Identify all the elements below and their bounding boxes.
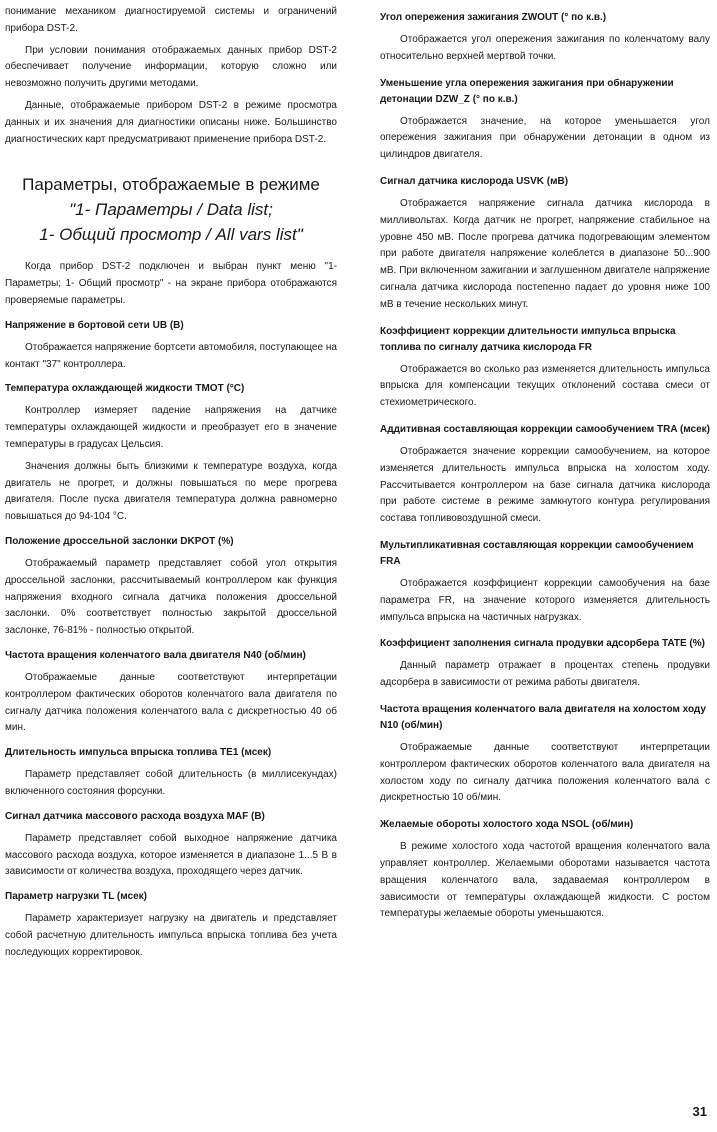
param-description: Значения должны быть близкими к температуре воздуха, когда двигатель не прогрет, и должны повышаться по мере прогрева двигателя. После пуска двигателя температура должна равномерно повышаться до 94-104 °C. xyxy=(5,460,337,523)
param-heading: Мультипликативная составляющая коррекции самообучением FRA xyxy=(380,539,694,567)
param-description: Отображается коэффициент коррекции самообучения на базе параметра FR, на значение которого изменяется длительность импульса впрыска на частичных нагрузках. xyxy=(380,577,710,623)
param-description: Отображается во сколько раз изменяется длительность импульса впрыска для компенсации текущих отклонений состава смеси от стехиометрического. xyxy=(380,363,710,409)
param-description: Отображаемый параметр представляет собой угол открытия дроссельной заслонки, рассчитываемый контроллером как функция напряжения входного сигнала датчика положения дроссельной заслонки. 0% соответствует полностью закрытой дроссельной заслонке, 76-81% - полностью открытой. xyxy=(5,557,337,637)
param-heading: Длительность импульса впрыска топлива TE1 (мсек) xyxy=(5,747,272,759)
left-column xyxy=(5,4,337,966)
param-fra xyxy=(380,538,710,626)
param-description: Отображается значение, на которое уменьшается угол опережения зажигания при обнаружении детонации в одном из цилиндров двигателя. xyxy=(380,115,710,161)
param-description: Параметр представляет собой выходное напряжение датчика массового расхода воздуха, которое изменяется в диапазоне 1...5 В в зависимости от количества воздуха, проходящего через датчик. xyxy=(5,832,337,878)
param-heading: Сигнал датчика кислорода USVK (мВ) xyxy=(380,175,569,187)
param-description: Параметр характеризует нагрузку на двигатель и представляет собой расчетную длительность импульса впрыска топлива без учета последующих корректировок. xyxy=(5,913,337,958)
param-heading: Параметр нагрузки TL (мсек) xyxy=(5,891,147,903)
param-description: В режиме холостого хода частотой вращения коленчатого вала управляет контроллер. Желаемыми оборотами называется частота вращения коленчатого вала, задаваемая контроллером в зависимости от температуры охлаждающей жидкости. С ростом температуры желаемые обороты уменьшаются. xyxy=(380,841,710,920)
param-heading: Аддитивная составляющая коррекции самообучением TRA (мсек) xyxy=(380,423,710,435)
param-heading: Частота вращения коленчатого вала двигателя на холостом ходу N10 (об/мин) xyxy=(380,703,706,731)
section-title-line: "1- Параметры / Data list; xyxy=(69,200,273,220)
section-intro: Когда прибор DST-2 подключен и выбран пункт меню "1- Параметры; 1- Общий просмотр" - на экране прибора отображаются проверяемые параметры. xyxy=(5,261,337,306)
param-description: Отображается напряжение бортсети автомобиля, поступающее на контакт "37" контроллера. xyxy=(5,341,337,370)
param-heading: Сигнал датчика массового расхода воздуха MAF (В) xyxy=(5,810,265,822)
param-heading: Желаемые обороты холостого хода NSOL (об/мин) xyxy=(380,819,634,831)
param-n40 xyxy=(5,648,337,737)
param-tmot xyxy=(5,381,337,526)
intro-paragraph: Данные, отображаемые прибором DST-2 в режиме просмотра данных и их значения для диагностики описаны ниже. Большинство диагностических карт предусматривают применение прибора DST-2. xyxy=(5,99,337,145)
param-dkpot xyxy=(5,534,337,640)
param-usvk xyxy=(380,174,710,314)
param-description: Данный параметр отражает в процентах степень продувки адсорбера в зависимости от режима работы двигателя. xyxy=(380,660,710,689)
param-maf xyxy=(5,809,337,881)
param-fr xyxy=(380,324,710,412)
intro-paragraph: понимание механиком диагностируемой системы и ограничений прибора DST-2. xyxy=(5,6,337,34)
param-description: Отображается напряжение сигнала датчика кислорода в милливольтах. Когда датчик не прогрет, напряжение стабильное на уровне 450 мВ. После прогрева датчика подогревающим элементом при работе двигателя напряжение колеблется в диапазоне 50...900 мВ. При включенном зажигании и заглушенном двигателе напряжение сигнала датчика кислорода постепенно падает до уровня ниже 100 мВ в течение нескольких минут. xyxy=(380,197,710,310)
param-tl xyxy=(5,889,337,961)
param-ub xyxy=(5,318,337,374)
param-heading: Уменьшение угла опережения зажигания при обнаружении детонации DZW_Z (° по к.в.) xyxy=(380,77,674,105)
param-nsol xyxy=(380,817,710,923)
page-number: 31 xyxy=(692,1104,707,1119)
param-description: Параметр представляет собой длительность (в миллисекундах) включенного состояния форсунки. xyxy=(5,769,337,797)
param-tra xyxy=(380,422,710,528)
section-title-line: 1- Общий просмотр / All vars list" xyxy=(39,225,303,245)
section-title-line: Параметры, отображаемые в режиме xyxy=(22,175,320,195)
param-heading: Частота вращения коленчатого вала двигателя N40 (об/мин) xyxy=(5,649,306,661)
param-heading: Коэффициент коррекции длительности импульса впрыска топлива по сигналу датчика кислорода FR xyxy=(380,325,676,353)
right-column xyxy=(380,4,710,928)
param-zwout xyxy=(380,10,710,66)
param-heading: Коэффициент заполнения сигнала продувки адсорбера TATE (%) xyxy=(380,638,705,650)
param-n10 xyxy=(380,702,710,807)
param-tate xyxy=(380,636,710,692)
param-description: Отображается значение коррекции самообучением, на которое изменяется длительность импульса впрыска на холостом ходу. Рассчитывается контроллером на базе сигнала датчика кислорода при работе системе в режиме замкнутого контура регулирования состава топливовоздушной смеси. xyxy=(380,445,710,525)
section-title xyxy=(5,172,337,247)
param-heading: Угол опережения зажигания ZWOUT (° по к.в.) xyxy=(380,12,607,23)
param-heading: Положение дроссельной заслонки DKPOT (%) xyxy=(5,535,234,547)
param-heading: Напряжение в бортовой сети UB (В) xyxy=(5,319,184,331)
param-description: Контроллер измеряет падение напряжения на датчике температуры охлаждающей жидкости и преобразует его в значение температуры в градусах Цельсия. xyxy=(5,405,337,450)
param-description: Отображаемые данные соответствуют интерпретации контроллером фактических оборотов коленчатого вала двигателя по сигналу датчика положения коленчатого вала с дискретностью 40 об мин. xyxy=(5,671,337,734)
param-dzw-z xyxy=(380,76,710,164)
param-te1 xyxy=(5,745,337,801)
intro-paragraph: При условии понимания отображаемых данных прибор DST-2 обеспечивает получение информации, которую сложно или невозможно получить другими методами. xyxy=(5,44,337,90)
param-description: Отображается угол опережения зажигания по коленчатому валу относительно верхней мертвой точки. xyxy=(380,34,710,62)
param-description: Отображаемые данные соответствуют интерпретации контроллером фактических оборотов коленчатого вала двигателя на холостом ходу по сигналу датчика положения коленчатого вала с дискретностью 10 об/мин. xyxy=(380,741,710,804)
param-heading: Температура охлаждающей жидкости TMOT (°C) xyxy=(5,383,245,395)
